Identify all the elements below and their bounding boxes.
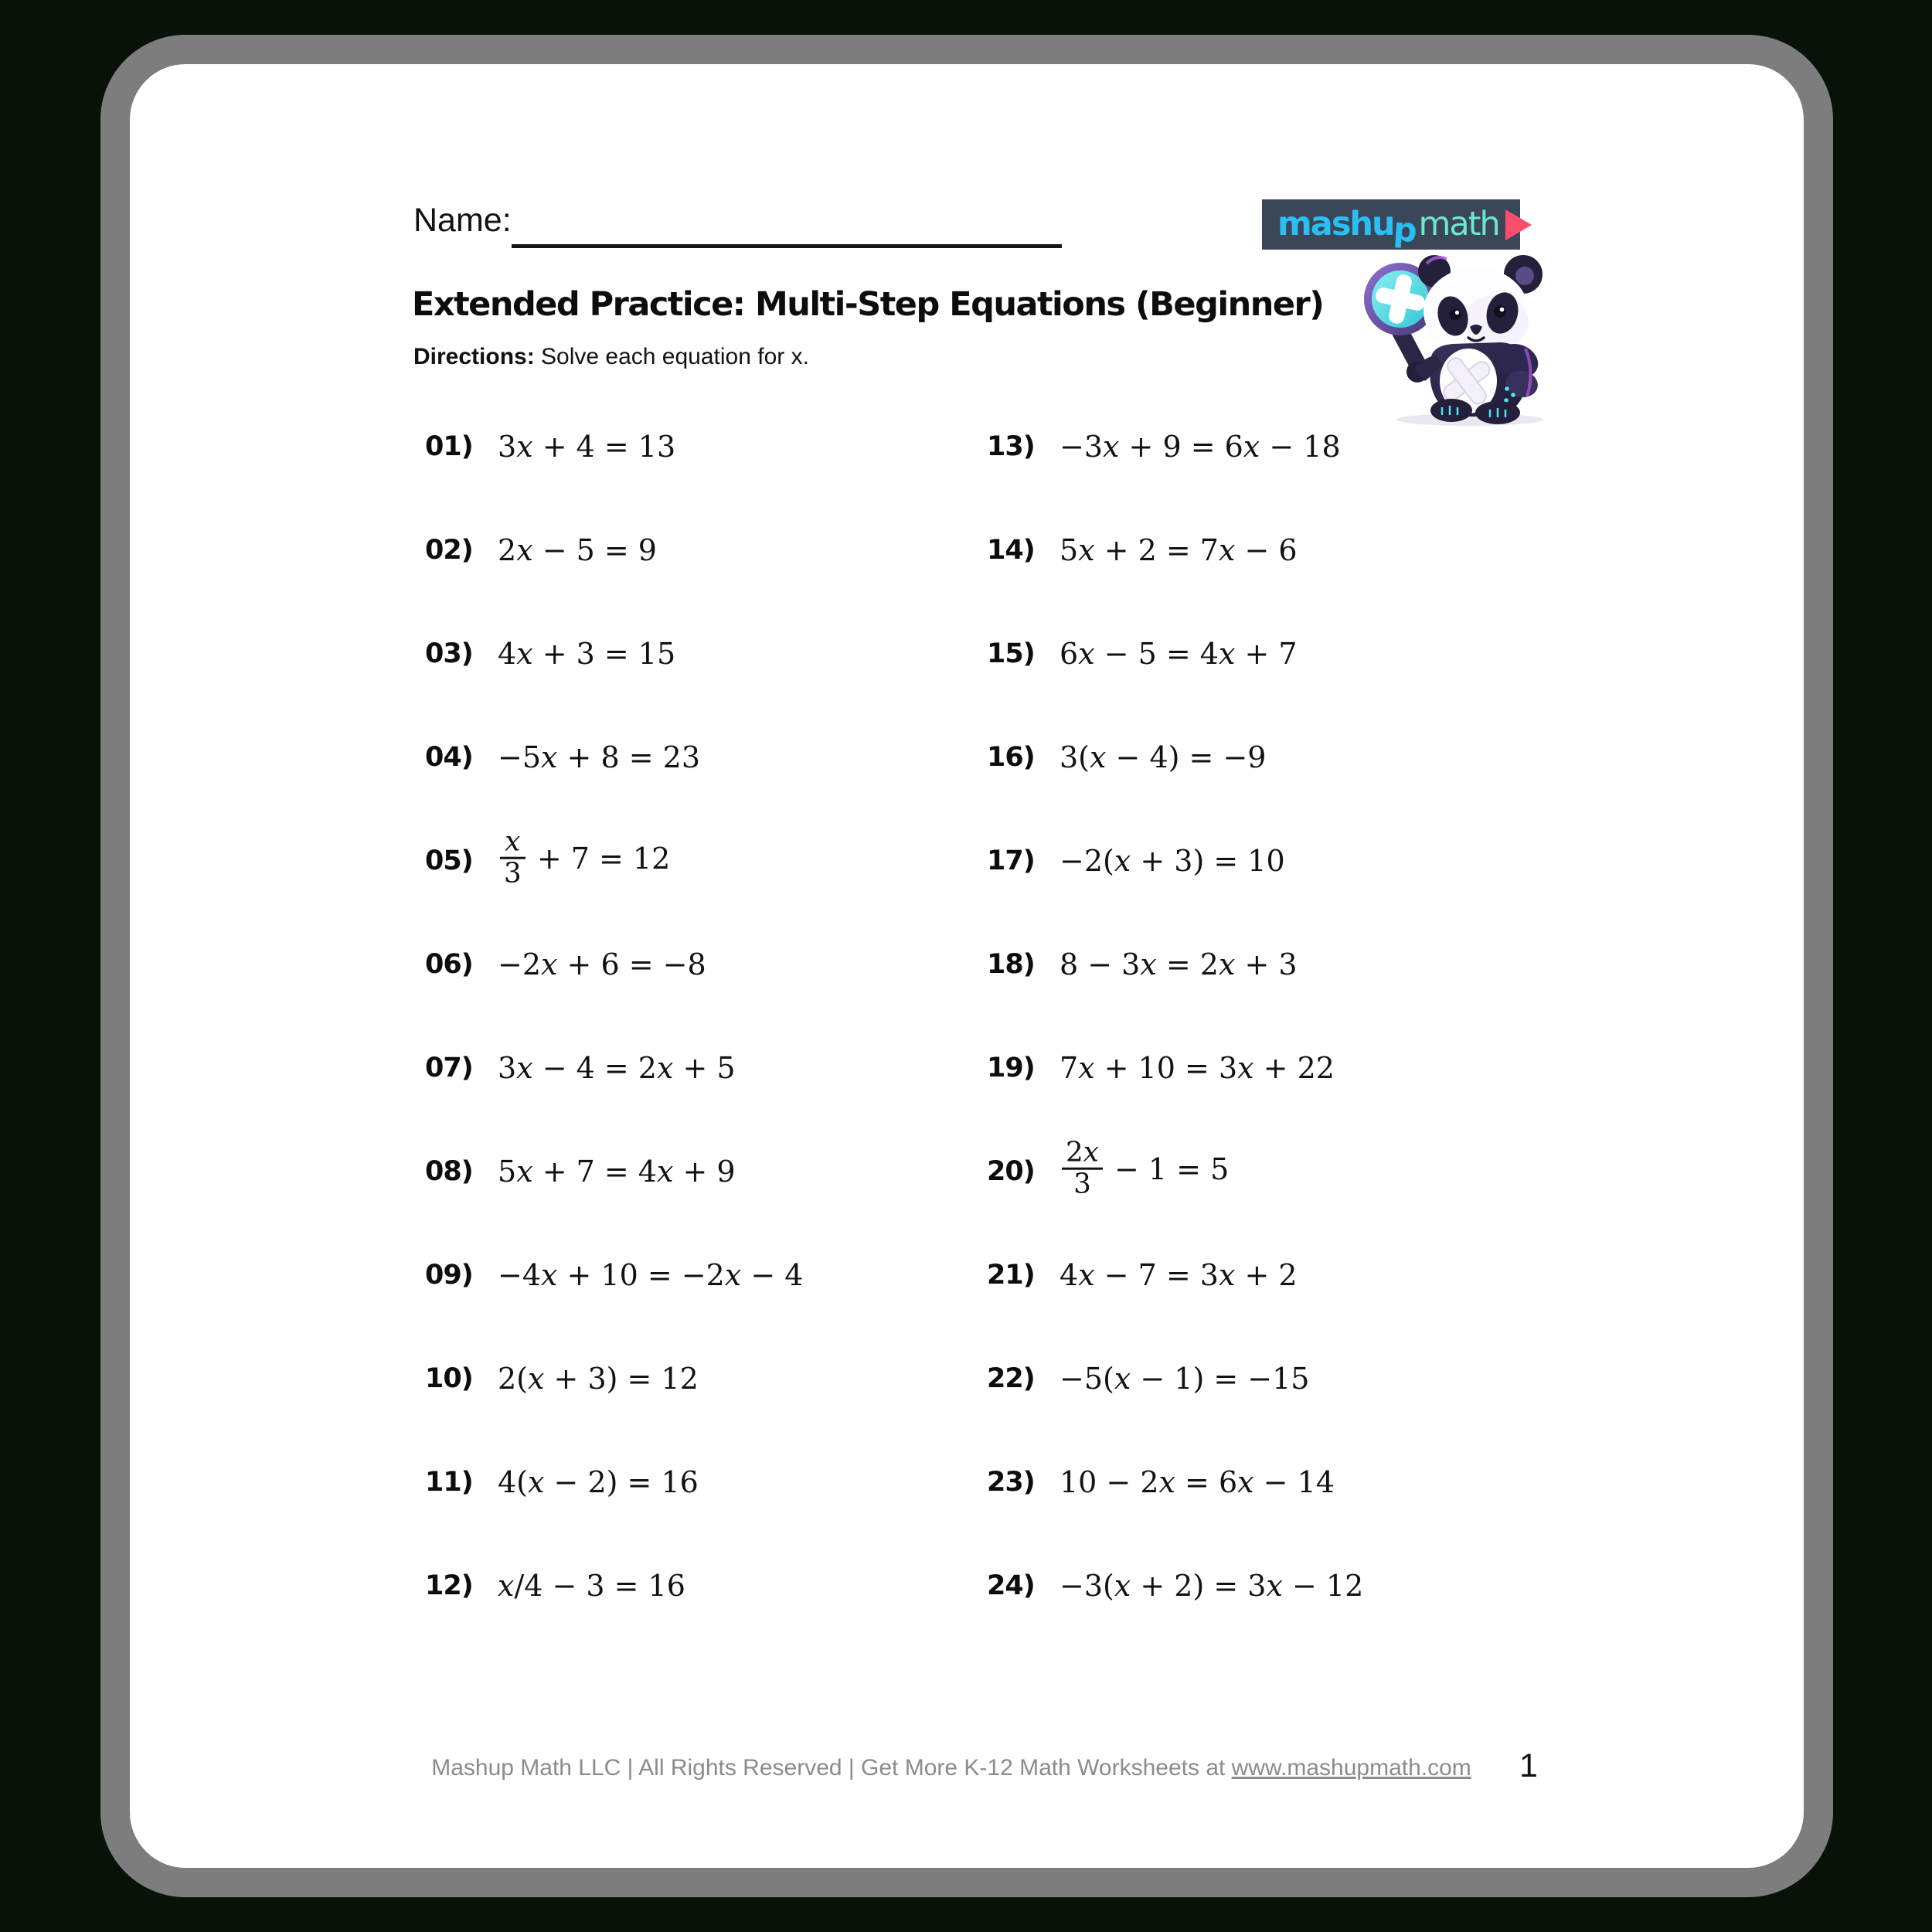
problem-row [987, 1016, 1543, 1120]
problem-row [425, 913, 981, 1016]
problem-equation: 2(x + 3) = 12 [498, 1362, 699, 1396]
problem-row [987, 498, 1543, 602]
problem-equation: 4x − 7 = 3x + 2 [1060, 1258, 1298, 1292]
problems-column-left [425, 395, 981, 1638]
problem-number: 08) [425, 1156, 473, 1187]
problems-column-right [987, 395, 1543, 1638]
problem-row [987, 809, 1543, 913]
problem-number: 21) [987, 1260, 1035, 1291]
problem-number: 06) [425, 949, 473, 980]
problem-row [425, 395, 981, 498]
problem-number: 04) [425, 742, 473, 773]
problem-number: 07) [425, 1053, 473, 1083]
problem-row [425, 1430, 981, 1534]
problem-row [987, 1223, 1543, 1327]
problem-number: 12) [425, 1570, 473, 1601]
problem-equation: $\frac{x}{3}$ + 7 = 12 [498, 831, 670, 892]
problem-number: 03) [425, 638, 473, 669]
problem-equation: −3(x + 2) = 3x − 12 [1060, 1569, 1364, 1603]
page-number: 1 [1519, 1747, 1538, 1784]
problem-equation: 3x − 4 = 2x + 5 [498, 1051, 736, 1085]
logo-word-mashu: mashu [1277, 205, 1394, 243]
problem-row [425, 1120, 981, 1223]
play-icon [1505, 209, 1532, 240]
problem-equation: −5x + 8 = 23 [498, 740, 700, 774]
problem-equation: 2x − 5 = 9 [498, 533, 657, 567]
problem-equation: 4x + 3 = 15 [498, 637, 676, 671]
problem-row [425, 1534, 981, 1638]
directions [413, 344, 809, 370]
directions-text: Solve each equation for x. [534, 344, 809, 369]
problem-equation: 5x + 2 = 7x − 6 [1060, 533, 1298, 567]
problem-number: 11) [425, 1467, 473, 1498]
problem-row [425, 1327, 981, 1430]
problem-equation: 4(x − 2) = 16 [498, 1465, 699, 1499]
problem-number: 13) [987, 431, 1035, 462]
problem-row [987, 1120, 1543, 1223]
problem-equation: 3x + 4 = 13 [498, 430, 676, 464]
problem-row [987, 1430, 1543, 1534]
problem-row [987, 913, 1543, 1016]
problem-equation: 8 − 3x = 2x + 3 [1060, 947, 1298, 981]
problem-row [425, 498, 981, 602]
name-label: Name: [413, 202, 512, 239]
problem-equation: −2x + 6 = −8 [498, 947, 706, 981]
problem-row [987, 1534, 1543, 1638]
problem-row [425, 809, 981, 913]
mashupmath-logo [1262, 199, 1520, 250]
logo-word-math: math [1418, 205, 1499, 243]
problem-equation: $\frac{2x}{3}$ − 1 = 5 [1060, 1141, 1229, 1202]
problem-number: 20) [987, 1156, 1035, 1187]
panda-head [1423, 267, 1529, 355]
problem-row [425, 706, 981, 809]
problem-number: 22) [987, 1363, 1035, 1394]
problem-equation: 6x − 5 = 4x + 7 [1060, 637, 1298, 671]
problem-number: 02) [425, 535, 473, 566]
problem-number: 10) [425, 1363, 473, 1394]
problem-row [425, 1223, 981, 1327]
logo-word-p: p [1391, 210, 1417, 250]
footer-text: Mashup Math LLC | All Rights Reserved | Get More K-12 Math Worksheets at [431, 1755, 1232, 1781]
problem-equation: −2(x + 3) = 10 [1060, 844, 1285, 878]
problem-row [987, 1327, 1543, 1430]
problem-row [987, 602, 1543, 706]
problem-equation: 3(x − 4) = −9 [1060, 740, 1267, 774]
problem-equation: −3x + 9 = 6x − 18 [1060, 430, 1341, 464]
problem-row [425, 602, 981, 706]
problem-number: 05) [425, 845, 473, 876]
worksheet-page [130, 64, 1804, 1868]
problem-number: 17) [987, 845, 1035, 876]
problem-equation: −4x + 10 = −2x − 4 [498, 1258, 804, 1292]
footer-link[interactable]: www.mashupmath.com [1231, 1755, 1471, 1781]
problem-row [987, 706, 1543, 809]
problem-number: 15) [987, 638, 1035, 669]
problem-number: 01) [425, 431, 473, 462]
problem-number: 19) [987, 1053, 1035, 1083]
name-blank-line [512, 204, 1062, 248]
problem-number: 23) [987, 1467, 1035, 1498]
problem-equation: 10 − 2x = 6x − 14 [1060, 1465, 1335, 1499]
problem-row [425, 1016, 981, 1120]
problem-equation: 5x + 7 = 4x + 9 [498, 1155, 736, 1189]
problem-number: 18) [987, 949, 1035, 980]
problem-equation: x/4 − 3 = 16 [498, 1569, 685, 1603]
problem-number: 09) [425, 1260, 473, 1291]
problem-equation: −5(x − 1) = −15 [1060, 1362, 1310, 1396]
worksheet-title: Extended Practice: Multi-Step Equations (Beginner) [412, 285, 1324, 324]
problem-number: 24) [987, 1570, 1035, 1601]
directions-label: Directions: [413, 344, 535, 369]
problem-number: 16) [987, 742, 1035, 773]
problem-row [987, 395, 1543, 498]
problem-number: 14) [987, 535, 1035, 566]
problem-equation: 7x + 10 = 3x + 22 [1060, 1051, 1335, 1085]
